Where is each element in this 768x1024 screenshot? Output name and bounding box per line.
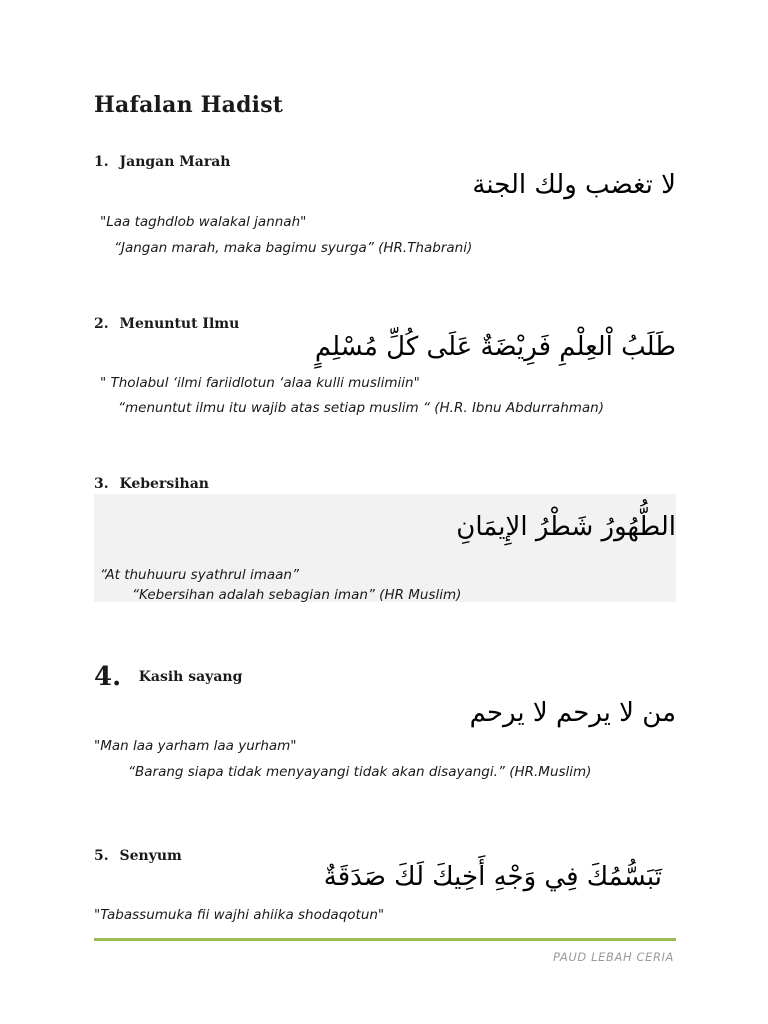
item-title: Senyum (119, 848, 182, 864)
item-title: Kebersihan (119, 476, 209, 492)
item-number: 4. (94, 662, 122, 692)
footer-text: PAUD LEBAH CERIA (552, 950, 674, 964)
page-title: Hafalan Hadist (94, 92, 284, 118)
hadith-translation: “Jangan marah, maka bagimu syurga” (HR.Thabrani) (114, 240, 473, 256)
item-heading-kebersihan (94, 476, 209, 492)
hadith-transliteration: “At thuhuuru syathrul imaan” (100, 567, 299, 583)
item-number: 2. (94, 316, 109, 332)
item-heading-jangan-marah (94, 154, 230, 170)
item-title: Kasih sayang (138, 669, 243, 685)
hadith-transliteration: " Tholabul ‘ilmi fariidlotun ‘alaa kulli muslimiin" (100, 375, 420, 391)
arabic-hadith-text: من لا يرحم لا يرحم (469, 698, 676, 728)
hadith-transliteration: "Laa taghdlob walakal jannah" (100, 214, 307, 230)
item-title: Menuntut Ilmu (119, 316, 240, 332)
item-heading-kasih-sayang (94, 662, 242, 692)
hadith-translation: “menuntut ilmu itu wajib atas setiap muslim “ (H.R. Ibnu Abdurrahman) (118, 400, 604, 416)
highlight-box (94, 494, 676, 602)
footer-divider (94, 938, 676, 941)
hadith-translation: “Kebersihan adalah sebagian iman” (HR Muslim) (132, 587, 462, 603)
hadith-translation: “Barang siapa tidak menyayangi tidak akan disayangi.” (HR.Muslim) (128, 764, 592, 780)
item-heading-senyum (94, 848, 182, 864)
arabic-hadith-text: تَبَسُّمُكَ فِي وَجْهِ أَخِيكَ لَكَ صَدَقَةٌ (323, 862, 662, 892)
arabic-hadith-text: الطُّهُورُ شَطْرُ الإِيمَانِ (456, 512, 676, 542)
item-number: 5. (94, 848, 109, 864)
arabic-hadith-text: طَلَبُ اْلعِلْمِ فَرِيْضَةٌ عَلَى كُلِّ مُسْلِمٍ (314, 332, 676, 362)
hadith-transliteration: "Tabassumuka fii wajhi ahiika shodaqotun" (94, 907, 385, 923)
item-number: 1. (94, 154, 109, 170)
item-heading-menuntut-ilmu (94, 316, 239, 332)
item-title: Jangan Marah (119, 154, 231, 170)
arabic-hadith-text: لا تغضب ولك الجنة (472, 170, 676, 200)
hadith-transliteration: "Man laa yarham laa yurham" (94, 738, 297, 754)
item-number: 3. (94, 476, 109, 492)
